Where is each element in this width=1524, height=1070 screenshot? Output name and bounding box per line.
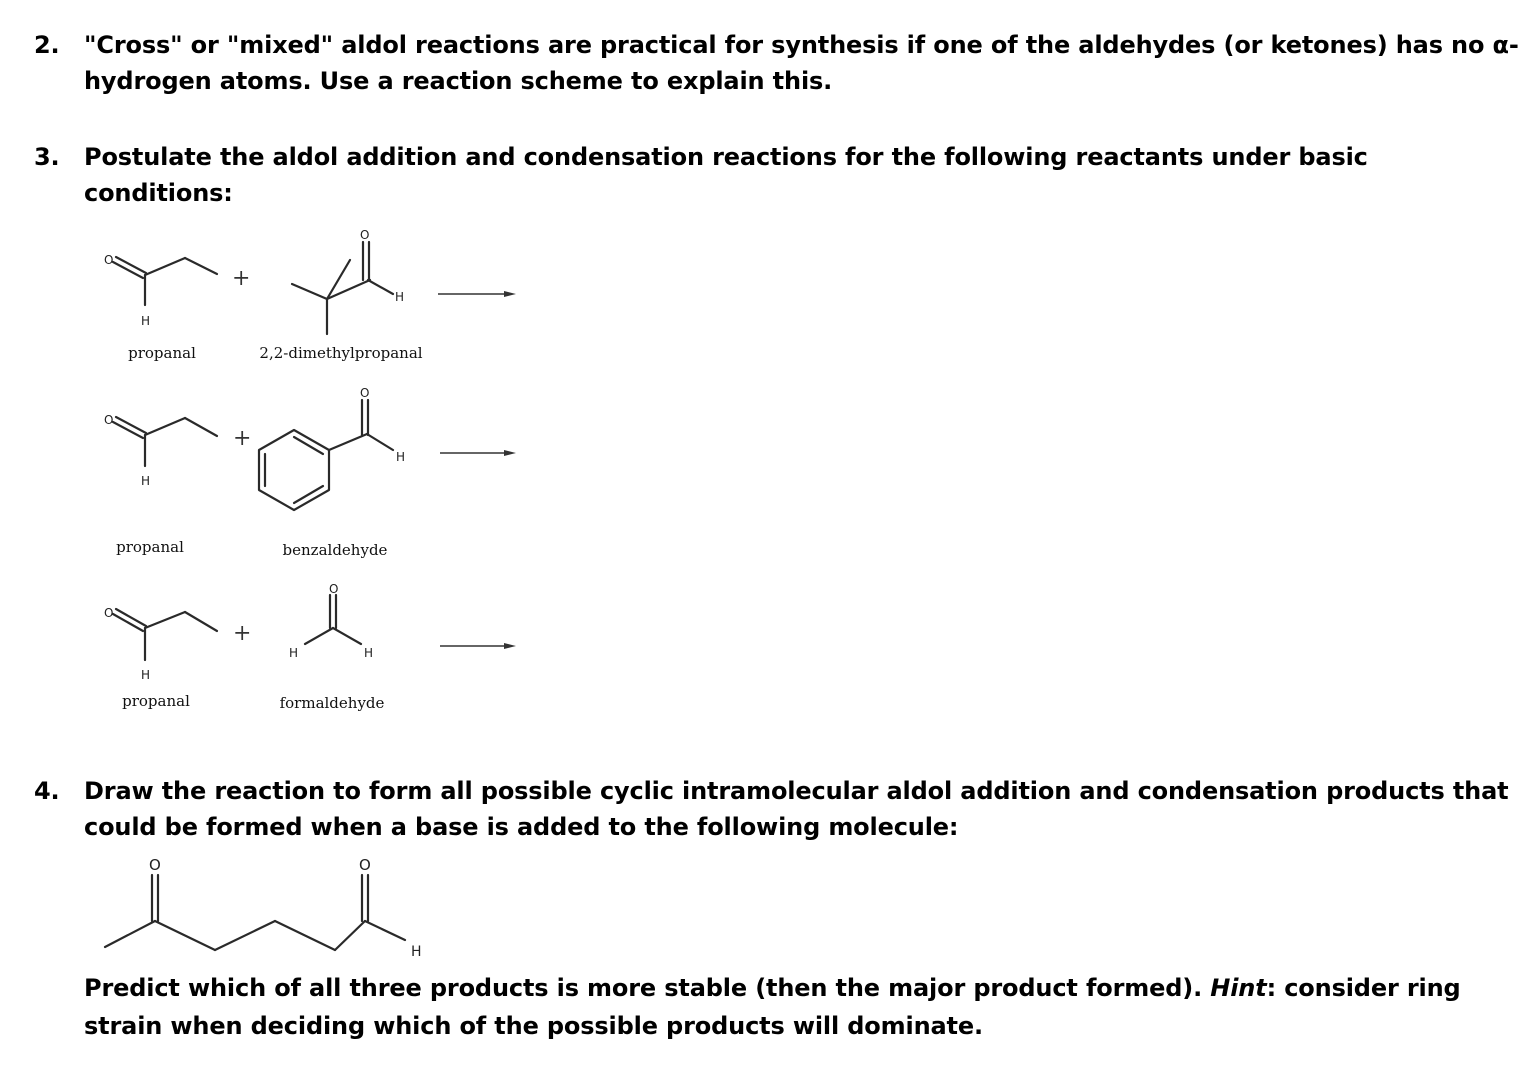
prediction-line: strain when deciding which of the possible products will dominate. (84, 1012, 983, 1040)
oxygen-atom: O (360, 228, 370, 242)
plus-sign: + (232, 266, 251, 291)
plus-sign: + (233, 426, 252, 451)
reaction-arrow (440, 450, 516, 456)
prediction-prompt (84, 969, 1461, 1045)
oxygen-atom: O (104, 413, 114, 427)
question-line: "Cross" or "mixed" aldol reactions are practical for synthesis if one of the aldehydes (or ketones) has no α- (84, 31, 1519, 59)
propanal-structure (113, 417, 217, 466)
oxygen-atom: O (360, 386, 370, 400)
question-line: Postulate the aldol addition and condensation reactions for the following reactants under basic (84, 143, 1368, 171)
oxygen-atom: O (359, 856, 371, 874)
hydrogen-atom: H (364, 646, 374, 660)
propanal-structure (113, 609, 217, 660)
reactant-name: 2,2-dimethylpropanal (259, 344, 423, 362)
hydrogen-atom: H (289, 646, 299, 660)
hydrogen-atom: H (141, 668, 151, 682)
hint-label: Hint (1210, 974, 1267, 1002)
hydrogen-atom: H (395, 290, 405, 304)
prediction-text: Predict which of all three products is more stable (then the major product formed). (84, 974, 1211, 1002)
oxygen-atom: O (329, 582, 339, 596)
hydrogen-atom: H (411, 944, 422, 960)
2-2-dimethylpropanal-structure (292, 242, 393, 334)
formaldehyde-structure (305, 595, 361, 644)
reactant-name: propanal (128, 344, 196, 362)
hydrogen-atom: H (396, 450, 406, 464)
prediction-text: : consider ring (1266, 974, 1461, 1002)
hydrogen-atom: H (141, 474, 151, 488)
question-number: 4. (34, 777, 60, 805)
question-line: conditions: (84, 179, 233, 207)
reaction-1 (104, 228, 516, 362)
question-line: Draw the reaction to form all possible cyclic intramolecular aldol addition and condensation products that (84, 777, 1509, 805)
question-line: could be formed when a base is added to the following molecule: (84, 813, 959, 841)
reactant-name: benzaldehyde (282, 541, 388, 559)
propanal-structure (113, 257, 217, 305)
reactant-name: propanal (116, 538, 184, 556)
prediction-line (84, 969, 1461, 1007)
reaction-arrow (438, 291, 516, 297)
benzaldehyde-structure (259, 400, 393, 510)
reaction-arrow (440, 643, 516, 649)
hydrogen-atom: H (141, 314, 151, 328)
reactant-name: formaldehyde (279, 694, 385, 712)
question-number: 2. (34, 31, 60, 59)
oxygen-atom: O (104, 253, 114, 267)
dicarbonyl-structure (105, 875, 405, 950)
reaction-2 (104, 386, 516, 559)
question-line: hydrogen atoms. Use a reaction scheme to explain this. (84, 67, 833, 95)
oxygen-atom: O (149, 856, 161, 874)
dicarbonyl-molecule (105, 856, 422, 960)
question-text (84, 773, 1508, 845)
question-number: 3. (34, 143, 60, 171)
reaction-3 (104, 582, 516, 712)
reactant-name: propanal (122, 692, 190, 710)
plus-sign: + (233, 621, 252, 646)
oxygen-atom: O (104, 606, 114, 620)
